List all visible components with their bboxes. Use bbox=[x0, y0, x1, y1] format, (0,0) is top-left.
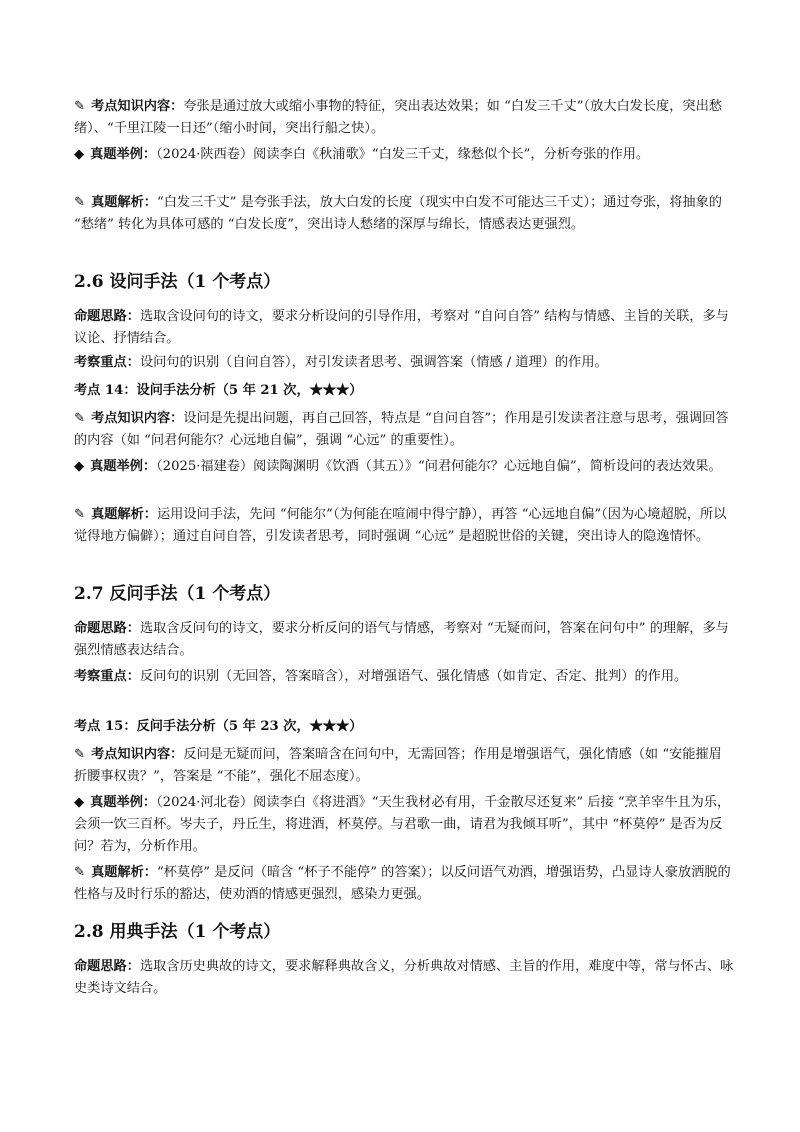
thinking-label: 命题思路： bbox=[74, 621, 140, 636]
example-text: （2025·福建卷）阅读陶渊明《饮酒（其五）》“问君何能尔？心远地自偏”，简析设问的表达效果。 bbox=[156, 459, 722, 474]
thinking-paragraph bbox=[74, 618, 734, 662]
example-paragraph bbox=[74, 144, 734, 166]
analysis-paragraph bbox=[74, 862, 734, 906]
analysis-paragraph bbox=[74, 192, 734, 236]
section-heading-2-6: 2.6 设问手法（1 个考点） bbox=[74, 272, 281, 292]
analysis-text: “杯莫停” 是反问（暗含 “杯子不能停” 的答案）；以反问语气劝酒，增强语势，凸显诗人豪放洒脱的性格与及时行乐的豁达，使劝酒的情感更强烈，感染力更强。 bbox=[74, 865, 731, 902]
analysis-paragraph bbox=[74, 504, 734, 548]
example-label: 真题举例： bbox=[90, 795, 157, 810]
thinking-label: 命题思路： bbox=[74, 309, 140, 324]
example-text: （2024·河北卷）阅读李白《将进酒》“天生我材必有用，千金散尽还复来” 后接 “烹羊宰牛且为乐，会须一饮三百杯。岑夫子，丹丘生，将进酒，杯莫停。与君歌一曲，请君为我倾耳听”，其中 “杯莫停” 是否为反问？若为，分析作用。 bbox=[74, 795, 731, 854]
diamond-icon: ◆ bbox=[74, 459, 85, 474]
knowledge-text: 设问是先提出问题，再自己回答，特点是 “自问自答”；作用是引发读者注意与思考，强调回答的内容（如 “问君何能尔？心远地自偏”，强调 “心远” 的重要性）。 bbox=[74, 411, 729, 448]
diamond-icon: ◆ bbox=[74, 147, 85, 162]
point-title-15: 考点 15：反问手法分析（5 年 23 次，★★★） bbox=[74, 719, 363, 734]
example-text: （2024·陕西卷）阅读李白《秋浦歌》“白发三千丈，缘愁似个长”，分析夸张的作用。 bbox=[156, 147, 650, 162]
pen-icon: ✎ bbox=[74, 865, 86, 880]
example-paragraph bbox=[74, 456, 734, 478]
focus-label: 考察重点： bbox=[74, 669, 140, 684]
pen-icon: ✎ bbox=[74, 507, 86, 522]
knowledge-text: 夸张是通过放大或缩小事物的特征，突出表达效果；如 “白发三千丈”（放大白发长度，突出愁绪）、“千里江陵一日还”（缩小时间，突出行船之快）。 bbox=[74, 99, 722, 136]
section-heading-2-8: 2.8 用典手法（1 个考点） bbox=[74, 922, 281, 942]
thinking-text: 选取含反问句的诗文，要求分析反问的语气与情感，考察对 “无疑而问，答案在问句中” 的理解，多与强烈情感表达结合。 bbox=[74, 621, 729, 658]
focus-paragraph bbox=[74, 666, 734, 688]
example-label: 真题举例： bbox=[90, 147, 157, 162]
pencil-icon: ✎ bbox=[74, 747, 86, 762]
example-label: 真题举例： bbox=[90, 459, 157, 474]
focus-text: 反问句的识别（无回答，答案暗含），对增强语气、强化情感（如肯定、否定、批判）的作用。 bbox=[139, 669, 688, 684]
analysis-label: 真题解析： bbox=[91, 507, 157, 522]
example-paragraph bbox=[74, 792, 734, 858]
focus-text: 设问句的识别（自问自答），对引发读者思考、强调答案（情感 / 道理）的作用。 bbox=[139, 355, 608, 370]
analysis-text: 运用设问手法，先问 “何能尔”（为何能在喧闹中得宁静），再答 “心远地自偏”（因为心境超脱，所以觉得地方偏僻）；通过自问自答，引发读者思考，同时强调 “心远” 是超脱世俗的关键，突出诗人的隐逸情怀。 bbox=[74, 507, 727, 544]
pencil-icon: ✎ bbox=[74, 411, 86, 426]
knowledge-paragraph bbox=[74, 744, 734, 788]
thinking-paragraph bbox=[74, 956, 734, 1000]
knowledge-paragraph bbox=[74, 408, 734, 452]
analysis-text: “白发三千丈” 是夸张手法，放大白发的长度（现实中白发不可能达三千丈）；通过夸张，将抽象的 “愁绪” 转化为具体可感的 “白发长度”，突出诗人愁绪的深厚与绵长，情感表达更强烈。 bbox=[74, 195, 722, 232]
knowledge-label: 考点知识内容： bbox=[91, 99, 184, 114]
knowledge-text: 反问是无疑而问，答案暗含在问句中，无需回答；作用是增强语气，强化情感（如 “安能摧眉折腰事权贵？”，答案是 “不能”，强化不屈态度）。 bbox=[74, 747, 722, 784]
focus-label: 考察重点： bbox=[74, 355, 140, 370]
thinking-paragraph bbox=[74, 306, 734, 350]
focus-paragraph bbox=[74, 352, 734, 374]
thinking-label: 命题思路： bbox=[74, 959, 140, 974]
pen-icon: ✎ bbox=[74, 195, 86, 210]
analysis-label: 真题解析： bbox=[91, 865, 157, 880]
analysis-label: 真题解析： bbox=[91, 195, 157, 210]
pencil-icon: ✎ bbox=[74, 99, 86, 114]
thinking-text: 选取含历史典故的诗文，要求解释典故含义，分析典故对情感、主旨的作用，难度中等，常与怀古、咏史类诗文结合。 bbox=[74, 959, 734, 996]
section-heading-2-7: 2.7 反问手法（1 个考点） bbox=[74, 584, 281, 604]
knowledge-label: 考点知识内容： bbox=[91, 411, 184, 426]
point-title-14: 考点 14：设问手法分析（5 年 21 次，★★★） bbox=[74, 383, 363, 398]
thinking-text: 选取含设问句的诗文，要求分析设问的引导作用，考察对 “自问自答” 结构与情感、主旨的关联，多与议论、抒情结合。 bbox=[74, 309, 729, 346]
diamond-icon: ◆ bbox=[74, 795, 85, 810]
knowledge-paragraph bbox=[74, 96, 734, 140]
knowledge-label: 考点知识内容： bbox=[91, 747, 184, 762]
